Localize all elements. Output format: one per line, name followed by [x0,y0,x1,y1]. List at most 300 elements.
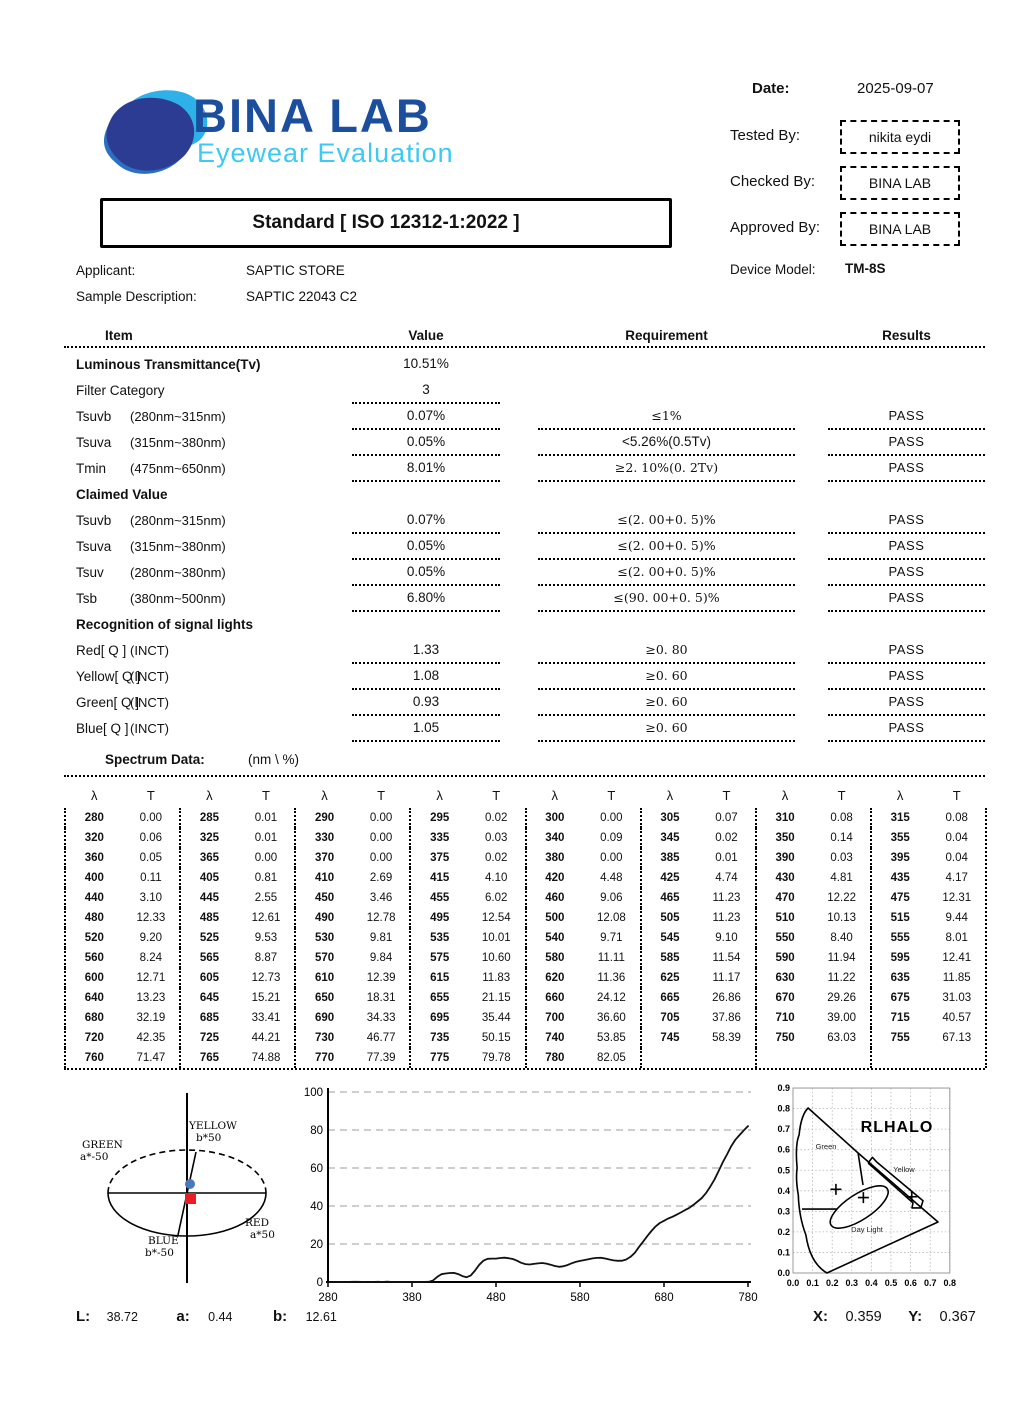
item-range: (315nm~380nm) [130,539,226,554]
transmittance-value: 8.01 [945,932,968,944]
spectrum-row [64,828,985,848]
wavelength-value: 385 [660,852,680,864]
transmittance-value: 4.10 [485,872,508,884]
tested-by-value: nikita eydi [868,129,932,145]
requirement-cell: ≤(2. 00+0. 5)% [617,538,716,553]
wavelength-value: 295 [430,812,450,824]
blue-axis-sub: b*-50 [145,1247,174,1259]
item-range: (280nm~315nm) [130,409,226,424]
transmittance-value: 4.17 [945,872,968,884]
spectrum-cell-group [64,808,179,828]
transmittance-value: 9.44 [945,912,968,924]
approved-by-label: Approved By: [730,219,821,236]
wavelength-value: 400 [84,872,104,884]
x-tick-label: 0.2 [825,1278,839,1288]
transmittance-value: 11.23 [712,892,741,904]
item-range: (280nm~380nm) [130,565,226,580]
x-tick-label: 780 [738,1292,758,1304]
yellow-axis-label: YELLOW [189,1120,237,1132]
spectrum-cell-group [755,1028,870,1048]
lambda-header: λ [206,788,213,803]
table-row [64,664,985,690]
lambda-header: λ [551,788,559,803]
transmittance-value: 9.81 [369,932,393,944]
transmittance-value: 0.00 [600,812,623,824]
table-row [64,716,985,742]
t-header: T [377,788,386,803]
item-label: Yellow[ Q ] [76,669,141,684]
spectrum-cell-group [640,988,755,1008]
spectrum-cell-group [755,828,870,848]
spectrum-cell-group [525,868,640,888]
region-label: Day Light [851,1225,883,1234]
date-label: Date: [752,80,790,97]
wavelength-value: 460 [545,892,565,904]
wavelength-value: 575 [430,952,450,964]
spectrum-row [64,908,985,928]
spectrum-cell-group [870,988,985,1008]
date-value: 2025-09-07 [857,80,934,97]
requirement-cell: ≥0. 60 [645,694,688,709]
value-cell: 0.05% [406,564,446,579]
transmittance-value: 4.74 [715,872,738,884]
y-tick-label: 100 [303,1087,323,1099]
checked-by-label: Checked By: [730,173,816,190]
spectrum-cell-group [64,968,179,988]
transmittance-value: 53.85 [596,1032,626,1044]
a-label: a: [176,1308,190,1325]
value-cell: 1.08 [412,668,440,683]
transmittance-value: 12.33 [136,912,166,924]
spectrum-cell-group [640,928,755,948]
spectrum-cell-group [409,948,524,968]
spectrum-row [64,888,985,908]
wavelength-value: 505 [660,912,680,924]
transmittance-value: 44.21 [251,1032,281,1044]
transmittance-value: 0.01 [254,832,278,844]
value-cell: 1.33 [412,642,440,657]
spectrum-cell-group [64,1028,179,1048]
spectrum-cell-group [755,968,870,988]
x-tick-label: 480 [486,1292,506,1304]
transmittance-value: 11.17 [712,972,741,984]
transmittance-value: 29.26 [827,992,856,1004]
wavelength-value: 380 [545,852,565,864]
spectrum-cell-group [64,1048,179,1068]
item-label: Tsuva [76,539,112,554]
red-axis-sub: a*50 [250,1229,275,1241]
wavelength-value: 640 [84,992,104,1004]
wavelength-value: 625 [660,972,680,984]
transmittance-value: 3.46 [369,892,393,904]
spectrum-cell-group [640,1028,755,1048]
wavelength-value: 580 [545,952,565,964]
table-row [64,534,985,560]
dotted-underline [828,740,985,742]
table-row [64,430,985,456]
wavelength-value: 305 [660,812,680,824]
y-tick-label: 80 [310,1125,323,1137]
transmittance-value: 77.39 [366,1052,396,1064]
transmittance-value: 40.57 [942,1012,972,1024]
spectrum-column-headers [64,786,985,808]
spectrum-cell-group [179,1028,294,1048]
spectrum-cell-group [294,908,409,928]
item-label: Tmin [76,461,106,476]
transmittance-value: 11.83 [482,972,511,984]
wavelength-value: 690 [314,1012,335,1024]
spectrum-cell-group [640,868,755,888]
item-range: (INCT) [130,721,169,736]
spectrum-cell-group [294,808,409,828]
t-header: T [607,788,616,803]
spectrum-cell-group [179,1008,294,1028]
wavelength-value: 605 [199,972,219,984]
wavelength-value: 550 [775,932,795,944]
spectrum-bottom-divider [64,1068,985,1070]
result-cell: PASS [888,434,925,449]
wavelength-value: 500 [545,912,565,924]
wavelength-value: 440 [84,892,104,904]
transmittance-value: 9.20 [139,932,163,944]
spectrum-cell-group [640,888,755,908]
x-tick-label: 0.6 [904,1278,917,1288]
wavelength-value: 600 [84,972,104,984]
spectrum-cell-group [525,948,640,968]
y-tick-label: 0 [316,1277,323,1289]
spectrum-cell-group [64,848,179,868]
value-cell: 6.80% [406,590,446,605]
spectrum-cell-group [179,908,294,928]
spectrum-cell-group [179,808,294,828]
table-row [64,378,985,404]
item-label: Tsuvb [76,409,112,424]
spectrum-row [64,1048,985,1068]
lambda-header: λ [91,788,98,803]
l-value: 38.72 [106,1310,138,1324]
spectrum-cell-group [870,868,985,888]
spectrum-cell-group [64,928,179,948]
wavelength-value: 650 [314,992,335,1004]
x-tick-label: 280 [318,1292,338,1304]
wavelength-value: 410 [314,872,335,884]
wavelength-value: 645 [199,992,219,1004]
transmittance-value: 0.04 [945,832,968,844]
result-cell: PASS [888,694,925,709]
wavelength-value: 590 [775,952,795,964]
wavelength-value: 680 [84,1012,104,1024]
lab-values-line [76,1308,337,1326]
transmittance-value: 0.11 [140,872,162,884]
wavelength-value: 320 [84,832,104,844]
spectrum-cell-group [870,908,985,928]
item-label: Filter Category [76,383,165,398]
spectrum-cell-group [870,1048,985,1068]
transmittance-value: 0.05 [139,852,163,864]
wavelength-value: 665 [660,992,680,1004]
spectrum-cell-group [294,888,409,908]
spectrum-cell-group [64,828,179,848]
transmittance-value: 0.01 [715,852,738,864]
brand-title: BINA LAB [193,89,432,142]
item-range: (INCT) [130,669,169,684]
wavelength-value: 390 [775,852,795,864]
approved-by-field[interactable] [840,212,960,246]
applicant-value: SAPTIC STORE [246,263,345,278]
spectrum-cell-group [64,948,179,968]
transmittance-value: 36.60 [596,1012,626,1024]
sample-description-value: SAPTIC 22043 C2 [246,289,358,304]
tested-by-field[interactable] [840,120,960,154]
chromaticity-marker [858,1192,869,1203]
wavelength-value: 730 [314,1032,335,1044]
spectrum-header-group [179,786,294,808]
spectrum-header-group [870,786,985,808]
transmittance-value: 0.00 [254,852,278,864]
y-value: 0.367 [939,1309,976,1325]
value-cell: 0.05% [406,434,446,449]
spectrum-header-group [409,786,524,808]
transmittance-value: 0.81 [254,872,278,884]
requirement-cell: ≥0. 60 [645,720,688,735]
section-row [64,612,985,638]
spectrum-cell-group [640,1048,755,1068]
wavelength-value: 455 [430,892,450,904]
lambda-header: λ [781,788,789,803]
blue-axis-label: BLUE [148,1235,179,1247]
spectrum-cell-group [294,848,409,868]
y-tick-label: 0.1 [777,1247,790,1258]
brand-subtitle: Eyewear Evaluation [197,138,454,168]
t-header: T [837,788,846,803]
wavelength-value: 310 [775,812,795,824]
transmittance-value: 11.11 [597,952,625,964]
transmittance-value: 9.84 [369,952,393,964]
requirement-cell: <5.26%(0.5Tv) [622,434,711,449]
x-tick-label: 680 [654,1292,674,1304]
wavelength-value: 420 [545,872,565,884]
transmittance-value: 12.08 [596,912,626,924]
transmittance-value: 8.24 [139,952,163,964]
transmittance-value: 9.06 [600,892,623,904]
transmittance-value: 26.86 [712,992,741,1004]
spectrum-cell-group [755,868,870,888]
sample-description-label: Sample Description: [76,289,197,304]
item-label: Tsuvb [76,513,112,528]
transmittance-value: 10.01 [481,932,511,944]
transmittance-value: 11.94 [827,952,856,964]
spectrum-cell-group [409,928,524,948]
spectrum-cell-group [640,808,755,828]
spectrum-cell-group [525,908,640,928]
green-axis-label: GREEN [82,1139,123,1151]
wavelength-value: 630 [775,972,795,984]
transmittance-value: 0.08 [945,812,968,824]
wavelength-value: 555 [890,932,910,944]
spectrum-cell-group [755,1008,870,1028]
spectrum-cell-group [294,1028,409,1048]
spectrum-cell-group [294,1008,409,1028]
wavelength-value: 510 [775,912,795,924]
spectrum-cell-group [294,828,409,848]
spectrum-cell-group [640,848,755,868]
transmittance-value: 82.05 [596,1052,626,1064]
spectrum-cell-group [179,928,294,948]
transmittance-value: 12.71 [136,972,166,984]
section-label: Recognition of signal lights [76,617,253,632]
y-tick-label: 0.0 [777,1268,790,1278]
spectrum-cell-group [409,968,524,988]
wavelength-value: 495 [430,912,450,924]
wavelength-value: 585 [660,952,680,964]
spectrum-cell-group [64,868,179,888]
wavelength-value: 315 [890,812,910,824]
results-table [64,352,985,742]
requirement-cell: ≤(2. 00+0. 5)% [617,512,716,527]
wavelength-value: 760 [84,1052,104,1064]
wavelength-value: 520 [84,932,104,944]
lambda-header: λ [436,788,443,803]
spectrum-row [64,1008,985,1028]
item-label: Tsuv [76,565,104,580]
spectrum-cell-group [755,908,870,928]
standard-title-box [100,198,672,248]
value-cell: 1.05 [412,720,440,735]
wavelength-value: 775 [430,1052,450,1064]
transmittance-value: 39.00 [827,1012,856,1024]
spectrum-cell-group [409,868,524,888]
transmittance-value: 11.85 [942,972,971,984]
item-range: (280nm~315nm) [130,513,226,528]
spectrum-row [64,848,985,868]
spectrum-cell-group [640,968,755,988]
item-label: Tsuva [76,435,112,450]
transmittance-value: 12.61 [251,912,281,924]
spectrum-cell-group [294,868,409,888]
wavelength-value: 445 [199,892,219,904]
result-cell: PASS [888,668,925,683]
transmittance-value: 0.09 [600,832,623,844]
table-row [64,456,985,482]
table-row [64,690,985,716]
x-value: 0.359 [845,1309,882,1325]
transmittance-value: 0.08 [830,812,853,824]
tested-by-label: Tested By: [730,127,801,144]
wavelength-value: 280 [84,812,104,824]
item-label: Tsb [76,591,98,606]
wavelength-value: 700 [545,1012,565,1024]
item-label: Luminous Transmittance(Tv) [76,357,261,372]
spectrum-row [64,1028,985,1048]
spectrum-cell-group [179,988,294,1008]
header-value: Value [408,328,444,343]
spectrum-cell-group [755,848,870,868]
transmittance-value: 35.44 [481,1012,511,1024]
spectrum-cell-group [640,828,755,848]
wavelength-value: 780 [545,1052,565,1064]
transmittance-value: 42.35 [136,1032,166,1044]
y-tick-label: 0.4 [777,1185,790,1196]
spectrum-cell-group [525,888,640,908]
transmittance-value: 18.31 [366,992,396,1004]
x-tick-label: 580 [570,1292,590,1304]
standard-title: Standard [ ISO 12312-1:2022 ] [252,212,520,233]
spectrum-cell-group [294,948,409,968]
value-cell: 0.93 [412,694,440,709]
wavelength-value: 675 [890,992,910,1004]
value-cell: 3 [422,382,430,397]
transmittance-value: 10.13 [827,912,856,924]
transmittance-value: 34.33 [366,1012,396,1024]
spectrum-cell-group [409,888,524,908]
y-label: Y: [908,1308,923,1325]
wavelength-value: 720 [84,1032,104,1044]
wavelength-value: 360 [84,852,104,864]
spectrum-header-group [640,786,755,808]
checked-by-field[interactable] [840,166,960,200]
spectrum-cell-group [755,988,870,1008]
wavelength-value: 705 [660,1012,680,1024]
transmittance-value: 0.14 [830,832,853,844]
wavelength-value: 465 [660,892,680,904]
transmittance-value: 4.81 [830,872,853,884]
transmittance-curve [328,1126,748,1282]
spectrum-cell-group [525,988,640,1008]
transmittance-value: 2.55 [254,892,278,904]
transmittance-value: 0.00 [369,832,393,844]
region-label: Green [815,1142,837,1151]
y-tick-label: 60 [310,1163,323,1175]
transmittance-value: 67.13 [942,1032,972,1044]
wavelength-value: 740 [545,1032,565,1044]
chart-title: RLHALO [860,1119,934,1136]
transmittance-value: 12.22 [827,892,856,904]
wavelength-value: 710 [775,1012,795,1024]
spectrum-row [64,928,985,948]
device-model-label: Device Model: [730,262,816,277]
item-range: (INCT) [130,643,169,658]
a-value: 0.44 [208,1310,233,1324]
x-tick-label: 0.1 [806,1278,819,1288]
wavelength-value: 340 [545,832,565,844]
y-tick-label: 0.6 [777,1144,790,1155]
chromaticity-marker [906,1191,917,1202]
spectrum-cell-group [870,888,985,908]
wavelength-value: 735 [430,1032,450,1044]
spectrum-cell-group [525,1048,640,1068]
t-header: T [146,788,155,803]
lambda-header: λ [666,788,674,803]
requirement-cell: ≥0. 60 [645,668,688,683]
dotted-underline [538,740,795,742]
requirement-cell: ≤(90. 00+0. 5)% [613,590,720,605]
transmittance-value: 37.86 [712,1012,741,1024]
wavelength-value: 350 [775,832,795,844]
transmittance-value: 3.10 [139,892,163,904]
spectrum-cell-group [755,948,870,968]
wavelength-value: 540 [545,932,565,944]
yellow-axis-sub: b*50 [196,1132,222,1144]
wavelength-value: 425 [660,872,680,884]
spectrum-cell-group [525,968,640,988]
spectrum-cell-group [870,1008,985,1028]
transmittance-value: 11.22 [827,972,856,984]
transmittance-value: 71.47 [136,1052,166,1064]
x-tick-label: 0.4 [865,1278,878,1288]
wavelength-value: 755 [890,1032,910,1044]
spectrum-cell-group [755,928,870,948]
spectrum-header-group [64,786,179,808]
